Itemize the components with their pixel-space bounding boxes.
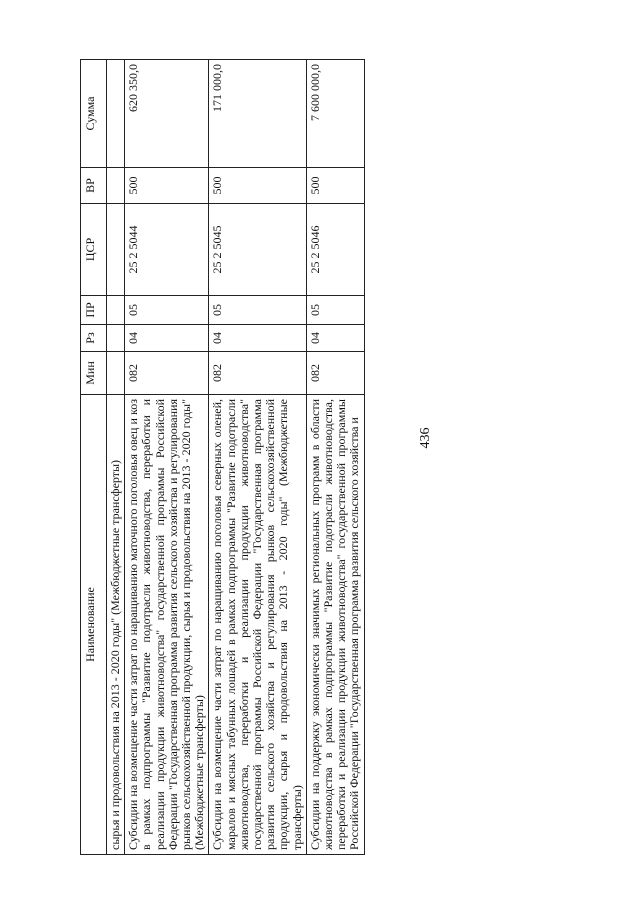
row-vr: 500 <box>306 168 364 204</box>
row-min <box>107 352 125 395</box>
header-rz: Рз <box>81 325 107 352</box>
row-name: сырья и продовольствия на 2013 - 2020 годы" (Межбюджетные трансферты) <box>107 395 125 855</box>
row-rz <box>107 325 125 352</box>
table-row <box>125 60 209 855</box>
row-min: 082 <box>209 352 306 395</box>
row-rz: 04 <box>209 325 306 352</box>
row-pr <box>107 296 125 325</box>
row-name: Субсидии на возмещение части затрат по наращиванию маточного поголовья овец и коз в рамках подпрограммы "Развитие подотрасли животноводства, переработки и реализации продукции животноводства" государственной программы Российской Федерации "Государственная программа развития сельского хозяйства и регулирования рынков сельскохозяйственной продукции, сырья и продовольствия на 2013 - 2020 годы" (Межбюджетные трансферты) <box>125 395 209 855</box>
row-csr: 25 2 5044 <box>125 204 209 296</box>
row-csr <box>107 204 125 296</box>
row-vr: 500 <box>125 168 209 204</box>
row-rz: 04 <box>306 325 364 352</box>
row-name: Субсидии на возмещение части затрат по наращиванию поголовья северных оленей, маралов и мясных табунных лошадей в рамках подпрограммы "Развитие подотрасли животноводства, переработки и реализации продукции животноводства" государственной программы Российской Федерации "Государственная программа развития сельского хозяйства и регулирования рынков сельскохозяйственной продукции, сырья и продовольствия на 2013 - 2020 годы" (Межбюджетные трансферты) <box>209 395 306 855</box>
row-vr <box>107 168 125 204</box>
header-csr: ЦСР <box>81 204 107 296</box>
row-csr: 25 2 5045 <box>209 204 306 296</box>
table-header-row <box>81 60 107 855</box>
header-name: Наименование <box>81 395 107 855</box>
table-row <box>209 60 306 855</box>
row-sum <box>107 60 125 168</box>
row-min: 082 <box>306 352 364 395</box>
row-sum: 7 600 000,0 <box>306 60 364 168</box>
table-row <box>306 60 364 855</box>
rotated-table-wrapper <box>80 60 640 855</box>
row-rz: 04 <box>125 325 209 352</box>
row-pr: 05 <box>209 296 306 325</box>
row-vr: 500 <box>209 168 306 204</box>
row-name: Субсидии на поддержку экономически значимых региональных программ в области животноводства в рамках подпрограммы "Развитие подотрасли животноводства, переработки и реализации продукции животноводства" государственной программы Российской Федерации "Государственная программа развития сельского хозяйства и <box>306 395 364 855</box>
budget-table <box>80 59 365 855</box>
row-min: 082 <box>125 352 209 395</box>
header-vr: ВР <box>81 168 107 204</box>
row-pr: 05 <box>125 296 209 325</box>
row-sum: 171 000,0 <box>209 60 306 168</box>
table-row <box>107 60 125 855</box>
row-sum: 620 350,0 <box>125 60 209 168</box>
header-pr: ПР <box>81 296 107 325</box>
page-number: 436 <box>418 427 433 449</box>
header-sum: Сумма <box>81 60 107 168</box>
row-pr: 05 <box>306 296 364 325</box>
row-csr: 25 2 5046 <box>306 204 364 296</box>
header-min: Мин <box>81 352 107 395</box>
